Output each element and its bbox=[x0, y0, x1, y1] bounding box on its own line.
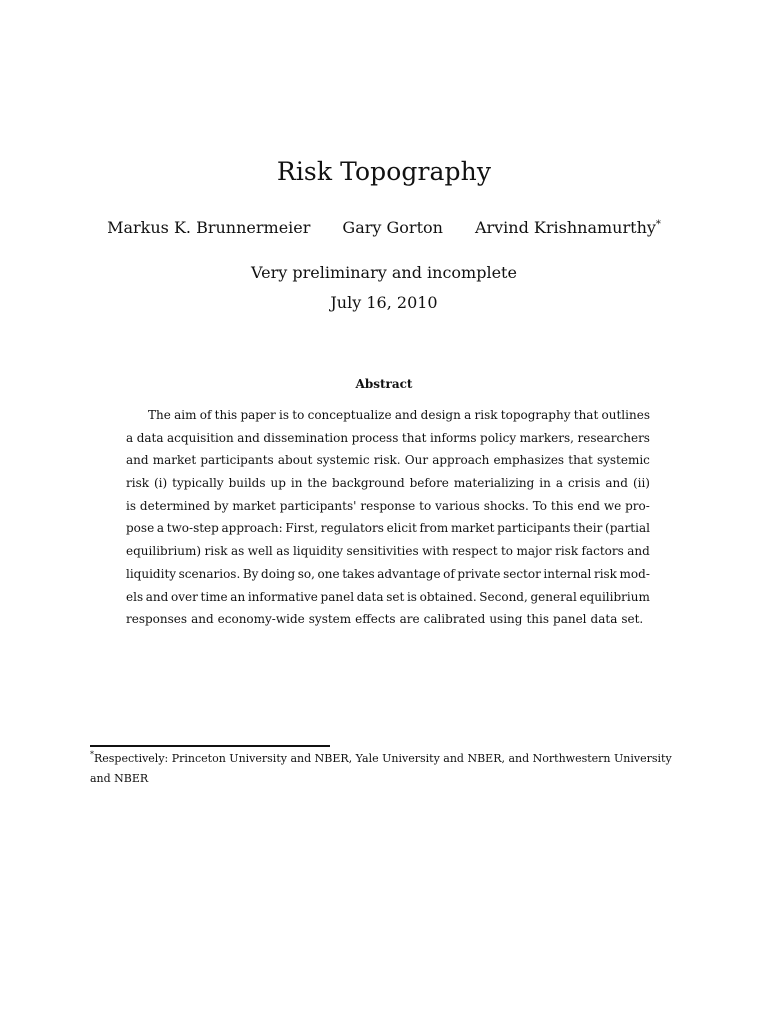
abstract-word: data bbox=[590, 612, 618, 627]
author-krishnamurthy bbox=[475, 217, 661, 239]
abstract-word: risk bbox=[126, 476, 150, 491]
abstract-line bbox=[126, 449, 650, 472]
abstract-word: advantage bbox=[377, 566, 441, 581]
author-brunnermeier bbox=[107, 217, 310, 239]
abstract-word: risk bbox=[593, 566, 617, 581]
abstract-word: sector bbox=[503, 566, 541, 581]
abstract-word: and bbox=[237, 430, 260, 445]
abstract-word: liquidity bbox=[292, 544, 344, 559]
abstract-word: risk. bbox=[373, 453, 401, 468]
abstract-word: in bbox=[539, 476, 551, 491]
abstract-word: in bbox=[290, 476, 303, 491]
abstract-word: regulators bbox=[320, 521, 384, 536]
paper-date: July 16, 2010 bbox=[330, 293, 438, 312]
abstract-word: end bbox=[577, 498, 600, 513]
abstract-line bbox=[126, 540, 650, 563]
abstract-line bbox=[126, 427, 650, 450]
abstract-line bbox=[126, 472, 650, 495]
abstract-word: (partial bbox=[605, 521, 650, 536]
abstract-word: using bbox=[489, 612, 523, 627]
abstract-word: an bbox=[230, 589, 246, 604]
abstract-word: calibrated bbox=[423, 612, 486, 627]
abstract-word: to bbox=[419, 498, 432, 513]
abstract-word: risk bbox=[474, 408, 498, 422]
abstract-word: of bbox=[199, 408, 212, 422]
abstract-word: a bbox=[156, 521, 165, 536]
abstract-word: system bbox=[308, 612, 352, 627]
abstract-word: systemic bbox=[596, 453, 650, 468]
abstract-word: shocks. bbox=[483, 498, 529, 513]
abstract-line bbox=[126, 563, 650, 586]
abstract-word: markers, bbox=[519, 430, 574, 445]
abstract-word: design bbox=[420, 408, 461, 422]
author-gorton bbox=[342, 217, 443, 239]
abstract-line bbox=[126, 517, 650, 540]
author-name: Markus K. Brunnermeier bbox=[107, 218, 311, 237]
abstract-word: that bbox=[573, 408, 599, 422]
abstract-word: approach bbox=[432, 453, 490, 468]
abstract-word: with bbox=[422, 544, 449, 559]
abstract-word: risk bbox=[555, 544, 579, 559]
abstract-word: market bbox=[152, 453, 197, 468]
abstract-word: market bbox=[232, 498, 276, 513]
abstract-word: time bbox=[200, 589, 228, 604]
abstract-word: Second, bbox=[479, 589, 528, 604]
abstract-word: and bbox=[191, 612, 214, 627]
abstract-word: crisis bbox=[567, 476, 601, 491]
abstract-word: this bbox=[526, 612, 550, 627]
author-name: Arvind Krishnamurthy bbox=[474, 218, 656, 237]
abstract-word: systemic bbox=[316, 453, 370, 468]
abstract-word: obtained. bbox=[419, 589, 477, 604]
abstract-word: First, bbox=[285, 521, 319, 536]
abstract-word: is bbox=[406, 589, 417, 604]
abstract-word: acquisition bbox=[167, 430, 234, 445]
abstract-word: economy-wide bbox=[217, 612, 305, 627]
abstract-word: policy bbox=[480, 430, 517, 445]
abstract-word: general bbox=[530, 589, 577, 604]
abstract-word: equilibrium) bbox=[126, 544, 202, 559]
abstract-word: a bbox=[126, 430, 134, 445]
abstract-word: scenarios. bbox=[178, 566, 241, 581]
abstract-word: builds bbox=[228, 476, 266, 491]
abstract-word: and bbox=[145, 589, 169, 604]
abstract-word: factors bbox=[581, 544, 624, 559]
paper-title: Risk Topography bbox=[276, 157, 492, 186]
abstract-word: from bbox=[419, 521, 449, 536]
abstract-word: topography bbox=[500, 408, 571, 422]
abstract-word: equilibrium bbox=[579, 589, 650, 604]
abstract-word: emphasizes bbox=[493, 453, 565, 468]
abstract-word: two-step bbox=[166, 521, 219, 536]
abstract-word: this bbox=[550, 498, 574, 513]
abstract-word: so, bbox=[297, 566, 315, 581]
abstract-word: pose bbox=[126, 521, 155, 536]
abstract-word: response bbox=[360, 498, 416, 513]
abstract-word: materializing bbox=[453, 476, 535, 491]
abstract-word: that bbox=[568, 453, 593, 468]
abstract-word: Our bbox=[404, 453, 429, 468]
abstract-word: the bbox=[307, 476, 328, 491]
abstract-word: panel bbox=[553, 612, 587, 627]
abstract-word: respect bbox=[452, 544, 498, 559]
abstract-word: researchers bbox=[577, 430, 650, 445]
footnote-line bbox=[90, 769, 688, 789]
abstract-word: over bbox=[171, 589, 198, 604]
abstract-word: responses bbox=[126, 612, 188, 627]
abstract-word: informs bbox=[429, 430, 477, 445]
abstract-word: to bbox=[292, 408, 305, 422]
abstract-word: set bbox=[386, 589, 405, 604]
preliminary-note: Very preliminary and incomplete bbox=[251, 263, 517, 282]
abstract-word: conceptualize bbox=[307, 408, 392, 422]
abstract-word: takes bbox=[342, 566, 375, 581]
abstract-word: elicit bbox=[386, 521, 417, 536]
abstract-heading: Abstract bbox=[355, 377, 413, 391]
abstract-word: participants bbox=[200, 453, 274, 468]
abstract-word: aim bbox=[174, 408, 197, 422]
abstract-word: The bbox=[148, 408, 171, 422]
abstract-word: internal bbox=[543, 566, 592, 581]
abstract-word: this bbox=[214, 408, 238, 422]
abstract-word: we bbox=[603, 498, 622, 513]
footnote bbox=[90, 749, 688, 789]
footnote-marker: * bbox=[655, 219, 661, 230]
abstract-word: els bbox=[126, 589, 144, 604]
abstract-word: and bbox=[627, 544, 650, 559]
abstract-word: typically bbox=[172, 476, 224, 491]
abstract-word: effects bbox=[355, 612, 396, 627]
abstract-word: data bbox=[356, 589, 384, 604]
abstract-word: private bbox=[457, 566, 501, 581]
abstract-word: By bbox=[242, 566, 259, 581]
abstract-word: and bbox=[394, 408, 418, 422]
abstract-word: a bbox=[464, 408, 472, 422]
abstract-word: dissemination bbox=[263, 430, 349, 445]
abstract-word: informative bbox=[247, 589, 318, 604]
abstract-word: determined bbox=[139, 498, 211, 513]
abstract-word: market bbox=[450, 521, 495, 536]
abstract-word: risk bbox=[204, 544, 228, 559]
footnote-rule bbox=[90, 745, 330, 747]
abstract-word: to bbox=[500, 544, 513, 559]
abstract-word: pro- bbox=[625, 498, 650, 513]
abstract-word: a bbox=[555, 476, 563, 491]
abstract-line bbox=[126, 404, 650, 427]
footnote-text: Respectively: Princeton University and NBER, Yale University and NBER, and Northwestern University bbox=[94, 752, 672, 765]
abstract-word: (ii) bbox=[632, 476, 650, 491]
footnote-line bbox=[90, 749, 688, 769]
abstract-word: and bbox=[126, 453, 149, 468]
abstract-line bbox=[126, 608, 650, 631]
abstract-word: participants' bbox=[279, 498, 357, 513]
abstract-word: (i) bbox=[153, 476, 168, 491]
abstract-word: process bbox=[351, 430, 399, 445]
abstract-line bbox=[126, 495, 650, 518]
abstract-word: To bbox=[532, 498, 547, 513]
abstract-word: participants bbox=[497, 521, 571, 536]
abstract-word: up bbox=[270, 476, 286, 491]
abstract-word: doing bbox=[261, 566, 296, 581]
abstract-word: their bbox=[573, 521, 603, 536]
abstract-word: paper bbox=[240, 408, 276, 422]
abstract-word: by bbox=[214, 498, 229, 513]
abstract-word: as bbox=[230, 544, 245, 559]
abstract-word: before bbox=[409, 476, 449, 491]
abstract-word: is bbox=[279, 408, 290, 422]
abstract-word: of bbox=[443, 566, 455, 581]
abstract-word: one bbox=[317, 566, 340, 581]
abstract-word: that bbox=[401, 430, 427, 445]
abstract-word: data bbox=[136, 430, 164, 445]
footnote-text: and NBER bbox=[90, 772, 149, 785]
abstract-word: outlines bbox=[601, 408, 650, 422]
abstract-word: about bbox=[277, 453, 313, 468]
abstract-word: various bbox=[435, 498, 480, 513]
abstract-word: approach: bbox=[221, 521, 283, 536]
abstract-word: as bbox=[276, 544, 290, 559]
abstract-word: is bbox=[126, 498, 136, 513]
abstract-word: sensitivities bbox=[346, 544, 419, 559]
abstract-line bbox=[126, 586, 650, 609]
abstract-word: major bbox=[516, 544, 552, 559]
abstract-word: mod- bbox=[619, 566, 650, 581]
footnote-marker: * bbox=[90, 750, 94, 759]
abstract-word: set. bbox=[621, 612, 644, 627]
abstract-word: liquidity bbox=[126, 566, 177, 581]
author-list bbox=[0, 217, 768, 239]
abstract-word: panel bbox=[320, 589, 355, 604]
abstract-word: well bbox=[247, 544, 273, 559]
abstract-word: are bbox=[399, 612, 420, 627]
abstract-word: and bbox=[605, 476, 628, 491]
abstract-word: background bbox=[332, 476, 405, 491]
abstract-body bbox=[126, 404, 650, 631]
author-name: Gary Gorton bbox=[342, 218, 443, 237]
